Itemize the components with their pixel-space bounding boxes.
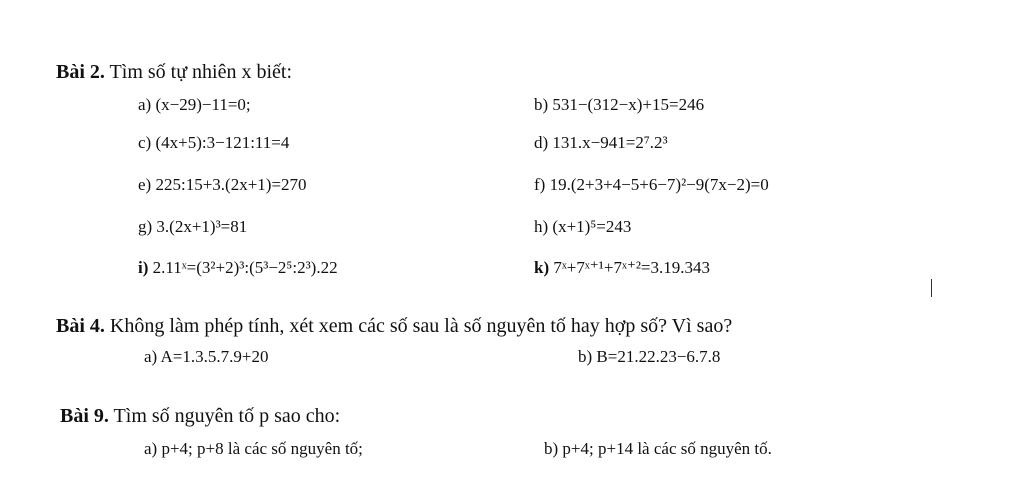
bai2-item-e xyxy=(138,176,307,193)
item-expression: p+4; p+14 xyxy=(562,439,634,458)
bai9-heading xyxy=(60,406,340,426)
item-expression: 131.x−941=2⁷.2³ xyxy=(552,133,668,152)
bai9-heading-text: Tìm số nguyên tố p sao cho: xyxy=(108,405,341,427)
item-expression: 3.(2x+1)³=81 xyxy=(156,217,248,236)
bai4-item-a xyxy=(144,348,268,365)
bai9-heading-number: Bài 9. xyxy=(60,405,109,427)
item-expression: 7ˣ+7ˣ⁺¹+7ˣ⁺²=3.19.343 xyxy=(553,258,711,277)
text-cursor xyxy=(931,279,932,297)
bai2-item-k xyxy=(534,259,710,276)
item-label: g) xyxy=(138,217,153,236)
item-text: là các số nguyên tố. xyxy=(633,439,772,458)
bai2-item-b xyxy=(534,96,704,113)
item-label: h) xyxy=(534,217,549,236)
item-label: b) xyxy=(578,347,593,366)
item-label: f) xyxy=(534,175,546,194)
bai9-item-b xyxy=(544,440,772,457)
bai2-item-c xyxy=(138,134,289,151)
bai4-heading xyxy=(56,316,732,336)
item-expression: p+4; p+8 xyxy=(161,439,224,458)
bai2-item-g xyxy=(138,218,247,235)
item-label: b) xyxy=(544,439,559,458)
item-expression: A=1.3.5.7.9+20 xyxy=(160,347,269,366)
bai2-heading-number: Bài 2. xyxy=(56,61,105,83)
item-expression: (4x+5):3−121:11=4 xyxy=(155,133,290,152)
item-label: k) xyxy=(534,258,550,277)
bai2-heading-text: Tìm số tự nhiên x biết: xyxy=(104,61,293,83)
bai2-item-a xyxy=(138,96,251,113)
item-expression: B=21.22.23−6.7.8 xyxy=(596,347,721,366)
bai9-item-a xyxy=(144,440,363,457)
item-label: a) xyxy=(138,95,152,114)
item-expression: (x−29)−11=0; xyxy=(155,95,251,114)
item-label: e) xyxy=(138,175,152,194)
bai2-item-f xyxy=(534,176,769,193)
item-label: a) xyxy=(144,347,158,366)
item-expression: (x+1)⁵=243 xyxy=(552,217,632,236)
bai4-heading-text: Không làm phép tính, xét xem các số sau là số nguyên tố hay hợp số? Vì sao? xyxy=(104,315,733,337)
item-label: b) xyxy=(534,95,549,114)
bai2-heading xyxy=(56,62,292,82)
item-label: d) xyxy=(534,133,549,152)
item-label: i) xyxy=(138,258,149,277)
item-expression: 225:15+3.(2x+1)=270 xyxy=(155,175,307,194)
item-expression: 531−(312−x)+15=246 xyxy=(552,95,705,114)
item-text: là các số nguyên tố; xyxy=(223,439,363,458)
bai2-item-h xyxy=(534,218,631,235)
item-expression: 19.(2+3+4−5+6−7)²−9(7x−2)=0 xyxy=(549,175,769,194)
item-label: a) xyxy=(144,439,158,458)
bai4-heading-number: Bài 4. xyxy=(56,315,105,337)
item-label: c) xyxy=(138,133,152,152)
bai2-item-d xyxy=(534,134,668,151)
bai4-item-b xyxy=(578,348,720,365)
item-expression: 2.11ˣ=(3²+2)³:(5³−2⁵:2³).22 xyxy=(152,258,338,277)
bai2-item-i xyxy=(138,259,338,276)
